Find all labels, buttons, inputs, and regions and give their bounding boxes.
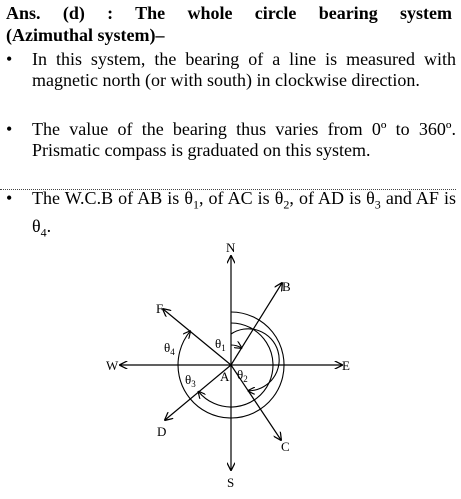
heading-line-1: Ans. (d) : The whole circle bearing system — [6, 3, 452, 23]
label-north: N — [226, 240, 236, 255]
label-c: C — [281, 439, 290, 454]
label-a: A — [220, 369, 230, 384]
bullet-dot-icon: • — [6, 188, 13, 208]
label-west: W — [106, 358, 119, 373]
label-theta-3: $\theta_3$ — [185, 372, 196, 389]
bullet-dot-icon: • — [6, 119, 13, 139]
label-theta-4: $\theta_4$ — [164, 340, 175, 357]
heading-line-2: (Azimuthal system)– — [6, 25, 165, 45]
bullet-text-1: In this system, the bearing of a line is measured with magnetic north (or with south) in clockwise direction. — [32, 49, 456, 90]
bullet-text-2: The value of the bearing thus varies from 0º to 360º. Prismatic compass is graduated on this system. — [32, 119, 456, 160]
label-south: S — [227, 475, 235, 490]
label-b: B — [282, 279, 291, 294]
label-east: E — [342, 358, 350, 373]
bullet-dot-icon: • — [6, 49, 13, 69]
bullet-text-3: The W.C.B of AB is $\theta_1$, of AC is $\theta_2$, of AD is $\theta_3$ and AF is $\theta_4$. — [32, 188, 456, 240]
label-d: D — [157, 424, 167, 439]
label-f: F — [156, 301, 164, 316]
label-theta-1: $\theta_1$ — [215, 336, 226, 353]
label-theta-2: $\theta_2$ — [237, 367, 248, 384]
arc-theta-1 — [231, 345, 242, 348]
